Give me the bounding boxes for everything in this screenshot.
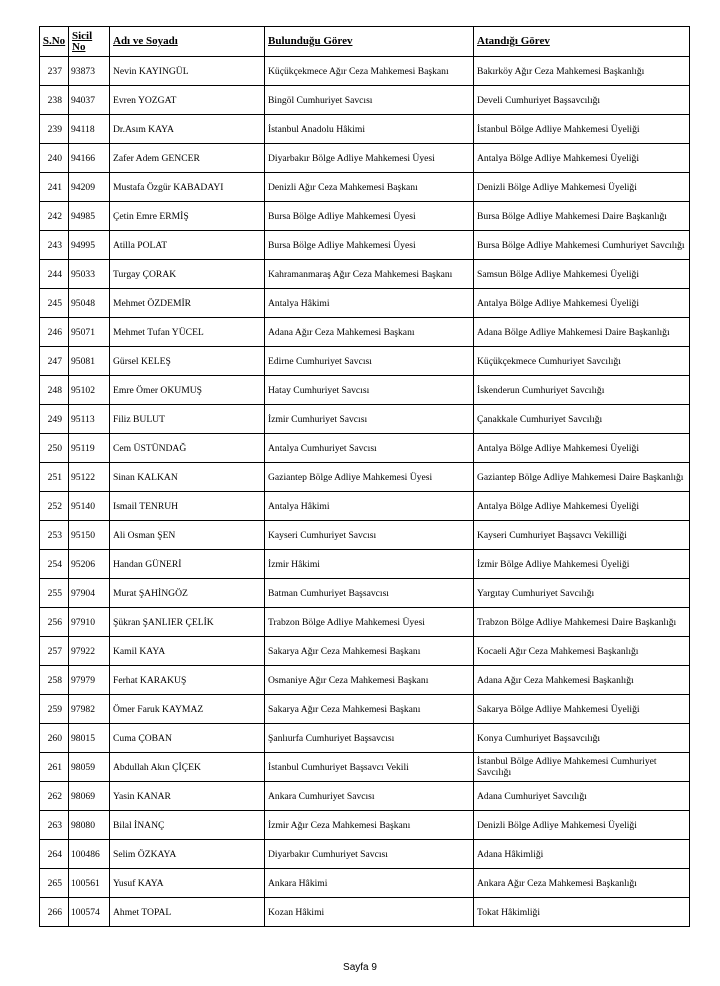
table-row — [40, 173, 690, 202]
cell-current-position: İzmir Cumhuriyet Savcısı — [265, 405, 474, 434]
cell-assigned-position: Kayseri Cumhuriyet Başsavcı Vekilliği — [474, 521, 690, 550]
cell-name: Handan GÜNERİ — [110, 550, 265, 579]
cell-sicil-no: 95081 — [69, 347, 110, 376]
cell-assigned-position: Trabzon Bölge Adliye Mahkemesi Daire Başkanlığı — [474, 608, 690, 637]
table-row — [40, 550, 690, 579]
table-row — [40, 376, 690, 405]
cell-sno: 258 — [40, 666, 69, 695]
cell-assigned-position: Develi Cumhuriyet Başsavcılığı — [474, 86, 690, 115]
cell-current-position: Ankara Cumhuriyet Savcısı — [265, 782, 474, 811]
cell-sno: 265 — [40, 869, 69, 898]
cell-sicil-no: 95140 — [69, 492, 110, 521]
table-row — [40, 144, 690, 173]
table-row — [40, 405, 690, 434]
cell-assigned-position: Antalya Bölge Adliye Mahkemesi Üyeliği — [474, 492, 690, 521]
cell-assigned-position: Denizli Bölge Adliye Mahkemesi Üyeliği — [474, 173, 690, 202]
cell-sicil-no: 97904 — [69, 579, 110, 608]
cell-current-position: Kozan Hâkimi — [265, 898, 474, 927]
cell-sicil-no: 100561 — [69, 869, 110, 898]
cell-sicil-no: 95206 — [69, 550, 110, 579]
cell-sicil-no: 97979 — [69, 666, 110, 695]
cell-sno: 240 — [40, 144, 69, 173]
table-row — [40, 840, 690, 869]
table-row — [40, 695, 690, 724]
cell-assigned-position: Antalya Bölge Adliye Mahkemesi Üyeliği — [474, 144, 690, 173]
cell-current-position: Bursa Bölge Adliye Mahkemesi Üyesi — [265, 231, 474, 260]
cell-sno: 242 — [40, 202, 69, 231]
cell-name: Ismail TENRUH — [110, 492, 265, 521]
cell-current-position: Bursa Bölge Adliye Mahkemesi Üyesi — [265, 202, 474, 231]
cell-name: Çetin Emre ERMİŞ — [110, 202, 265, 231]
cell-name: Bilal İNANÇ — [110, 811, 265, 840]
cell-sicil-no: 95150 — [69, 521, 110, 550]
cell-sno: 266 — [40, 898, 69, 927]
cell-name: Evren YOZGAT — [110, 86, 265, 115]
cell-assigned-position: Konya Cumhuriyet Başsavcılığı — [474, 724, 690, 753]
cell-assigned-position: Yargıtay Cumhuriyet Savcılığı — [474, 579, 690, 608]
cell-sno: 255 — [40, 579, 69, 608]
cell-sno: 251 — [40, 463, 69, 492]
cell-sicil-no: 94166 — [69, 144, 110, 173]
table-row — [40, 608, 690, 637]
cell-current-position: Osmaniye Ağır Ceza Mahkemesi Başkanı — [265, 666, 474, 695]
cell-sno: 238 — [40, 86, 69, 115]
cell-sno: 260 — [40, 724, 69, 753]
cell-sno: 245 — [40, 289, 69, 318]
cell-sicil-no: 100486 — [69, 840, 110, 869]
cell-sno: 254 — [40, 550, 69, 579]
cell-name: Cem ÜSTÜNDAĞ — [110, 434, 265, 463]
cell-name: Yasin KANAR — [110, 782, 265, 811]
cell-sicil-no: 100574 — [69, 898, 110, 927]
cell-sicil-no: 95048 — [69, 289, 110, 318]
cell-sno: 247 — [40, 347, 69, 376]
cell-name: Ali Osman ŞEN — [110, 521, 265, 550]
table-row — [40, 318, 690, 347]
cell-assigned-position: Bursa Bölge Adliye Mahkemesi Daire Başkanlığı — [474, 202, 690, 231]
cell-sicil-no: 98069 — [69, 782, 110, 811]
table-row — [40, 115, 690, 144]
cell-sno: 257 — [40, 637, 69, 666]
cell-name: Cuma ÇOBAN — [110, 724, 265, 753]
table-row — [40, 811, 690, 840]
cell-sicil-no: 97910 — [69, 608, 110, 637]
table-row — [40, 579, 690, 608]
cell-assigned-position: Ankara Ağır Ceza Mahkemesi Başkanlığı — [474, 869, 690, 898]
cell-sicil-no: 95113 — [69, 405, 110, 434]
cell-assigned-position: Çanakkale Cumhuriyet Savcılığı — [474, 405, 690, 434]
cell-current-position: Kahramanmaraş Ağır Ceza Mahkemesi Başkanı — [265, 260, 474, 289]
table-row — [40, 724, 690, 753]
cell-sicil-no: 95102 — [69, 376, 110, 405]
cell-sno: 250 — [40, 434, 69, 463]
cell-sicil-no: 95122 — [69, 463, 110, 492]
table-row — [40, 898, 690, 927]
cell-current-position: Adana Ağır Ceza Mahkemesi Başkanı — [265, 318, 474, 347]
cell-sno: 243 — [40, 231, 69, 260]
cell-assigned-position: Tokat Hâkimliği — [474, 898, 690, 927]
cell-assigned-position: Adana Ağır Ceza Mahkemesi Başkanlığı — [474, 666, 690, 695]
cell-assigned-position: İzmir Bölge Adliye Mahkemesi Üyeliği — [474, 550, 690, 579]
table-row — [40, 86, 690, 115]
cell-name: Ahmet TOPAL — [110, 898, 265, 927]
cell-assigned-position: Kocaeli Ağır Ceza Mahkemesi Başkanlığı — [474, 637, 690, 666]
cell-current-position: Diyarbakır Bölge Adliye Mahkemesi Üyesi — [265, 144, 474, 173]
cell-sicil-no: 97982 — [69, 695, 110, 724]
cell-current-position: Gaziantep Bölge Adliye Mahkemesi Üyesi — [265, 463, 474, 492]
cell-assigned-position: Denizli Bölge Adliye Mahkemesi Üyeliği — [474, 811, 690, 840]
cell-name: Mehmet ÖZDEMİR — [110, 289, 265, 318]
cell-sno: 253 — [40, 521, 69, 550]
cell-sicil-no: 98015 — [69, 724, 110, 753]
cell-sno: 246 — [40, 318, 69, 347]
cell-current-position: Hatay Cumhuriyet Savcısı — [265, 376, 474, 405]
cell-current-position: Diyarbakır Cumhuriyet Savcısı — [265, 840, 474, 869]
cell-assigned-position: Antalya Bölge Adliye Mahkemesi Üyeliği — [474, 434, 690, 463]
cell-name: Nevin KAYINGÜL — [110, 57, 265, 86]
cell-assigned-position: Antalya Bölge Adliye Mahkemesi Üyeliği — [474, 289, 690, 318]
cell-name: Yusuf KAYA — [110, 869, 265, 898]
cell-assigned-position: İstanbul Bölge Adliye Mahkemesi Üyeliği — [474, 115, 690, 144]
cell-name: Abdullah Akın ÇİÇEK — [110, 753, 265, 782]
cell-assigned-position: Samsun Bölge Adliye Mahkemesi Üyeliği — [474, 260, 690, 289]
cell-name: Filiz BULUT — [110, 405, 265, 434]
table-row — [40, 753, 690, 782]
cell-current-position: Ankara Hâkimi — [265, 869, 474, 898]
cell-current-position: İstanbul Cumhuriyet Başsavcı Vekili — [265, 753, 474, 782]
cell-sicil-no: 94995 — [69, 231, 110, 260]
cell-sicil-no: 95071 — [69, 318, 110, 347]
cell-current-position: Sakarya Ağır Ceza Mahkemesi Başkanı — [265, 695, 474, 724]
table-row — [40, 434, 690, 463]
cell-sno: 248 — [40, 376, 69, 405]
cell-current-position: Trabzon Bölge Adliye Mahkemesi Üyesi — [265, 608, 474, 637]
header-sicil: Sicil No — [69, 27, 110, 57]
cell-sno: 241 — [40, 173, 69, 202]
page-number: Sayfa 9 — [343, 962, 377, 973]
cell-name: Zafer Adem GENCER — [110, 144, 265, 173]
table-row — [40, 782, 690, 811]
cell-current-position: Şanlıurfa Cumhuriyet Başsavcısı — [265, 724, 474, 753]
cell-sno: 244 — [40, 260, 69, 289]
cell-current-position: Küçükçekmece Ağır Ceza Mahkemesi Başkanı — [265, 57, 474, 86]
cell-name: Turgay ÇORAK — [110, 260, 265, 289]
cell-name: Selim ÖZKAYA — [110, 840, 265, 869]
cell-assigned-position: Bakırköy Ağır Ceza Mahkemesi Başkanlığı — [474, 57, 690, 86]
table-row — [40, 637, 690, 666]
cell-sno: 264 — [40, 840, 69, 869]
cell-assigned-position: Küçükçekmece Cumhuriyet Savcılığı — [474, 347, 690, 376]
table-row — [40, 869, 690, 898]
cell-assigned-position: Sakarya Bölge Adliye Mahkemesi Üyeliği — [474, 695, 690, 724]
table-row — [40, 260, 690, 289]
cell-sicil-no: 94037 — [69, 86, 110, 115]
cell-name: Ferhat KARAKUŞ — [110, 666, 265, 695]
table-row — [40, 347, 690, 376]
cell-name: Atilla POLAT — [110, 231, 265, 260]
table-row — [40, 666, 690, 695]
cell-assigned-position: Adana Bölge Adliye Mahkemesi Daire Başkanlığı — [474, 318, 690, 347]
cell-name: Murat ŞAHİNGÖZ — [110, 579, 265, 608]
cell-sicil-no: 94209 — [69, 173, 110, 202]
header-assigned-position: Atandığı Görev — [474, 27, 690, 57]
cell-current-position: Kayseri Cumhuriyet Savcısı — [265, 521, 474, 550]
cell-name: Şükran ŞANLIER ÇELİK — [110, 608, 265, 637]
table-row — [40, 57, 690, 86]
cell-current-position: İstanbul Anadolu Hâkimi — [265, 115, 474, 144]
cell-sicil-no: 94118 — [69, 115, 110, 144]
cell-sno: 249 — [40, 405, 69, 434]
cell-sno: 237 — [40, 57, 69, 86]
cell-current-position: Antalya Hâkimi — [265, 492, 474, 521]
cell-name: Kamil KAYA — [110, 637, 265, 666]
cell-sno: 262 — [40, 782, 69, 811]
header-current-position: Bulunduğu Görev — [265, 27, 474, 57]
cell-current-position: Batman Cumhuriyet Başsavcısı — [265, 579, 474, 608]
cell-sno: 259 — [40, 695, 69, 724]
cell-sno: 261 — [40, 753, 69, 782]
cell-name: Sinan KALKAN — [110, 463, 265, 492]
cell-assigned-position: İstanbul Bölge Adliye Mahkemesi Cumhuriyet Savcılığı — [474, 753, 690, 782]
cell-sno: 263 — [40, 811, 69, 840]
cell-current-position: İzmir Ağır Ceza Mahkemesi Başkanı — [265, 811, 474, 840]
table-row — [40, 463, 690, 492]
cell-current-position: Denizli Ağır Ceza Mahkemesi Başkanı — [265, 173, 474, 202]
header-name: Adı ve Soyadı — [110, 27, 265, 57]
cell-assigned-position: Adana Cumhuriyet Savcılığı — [474, 782, 690, 811]
cell-sicil-no: 98059 — [69, 753, 110, 782]
cell-name: Mustafa Özgür KABADAYI — [110, 173, 265, 202]
cell-sicil-no: 93873 — [69, 57, 110, 86]
cell-assigned-position: Gaziantep Bölge Adliye Mahkemesi Daire Başkanlığı — [474, 463, 690, 492]
cell-sicil-no: 95119 — [69, 434, 110, 463]
cell-sno: 239 — [40, 115, 69, 144]
cell-current-position: Bingöl Cumhuriyet Savcısı — [265, 86, 474, 115]
table-row — [40, 492, 690, 521]
table-row — [40, 521, 690, 550]
header-sno: S.No — [40, 27, 69, 57]
cell-assigned-position: Adana Hâkimliği — [474, 840, 690, 869]
cell-sicil-no: 94985 — [69, 202, 110, 231]
cell-assigned-position: Bursa Bölge Adliye Mahkemesi Cumhuriyet Savcılığı — [474, 231, 690, 260]
cell-current-position: Sakarya Ağır Ceza Mahkemesi Başkanı — [265, 637, 474, 666]
table-row — [40, 202, 690, 231]
cell-sno: 256 — [40, 608, 69, 637]
cell-current-position: Antalya Cumhuriyet Savcısı — [265, 434, 474, 463]
cell-name: Dr.Asım KAYA — [110, 115, 265, 144]
cell-name: Ömer Faruk KAYMAZ — [110, 695, 265, 724]
header-row — [40, 27, 690, 57]
cell-current-position: Antalya Hâkimi — [265, 289, 474, 318]
cell-current-position: Edirne Cumhuriyet Savcısı — [265, 347, 474, 376]
table-row — [40, 231, 690, 260]
cell-assigned-position: İskenderun Cumhuriyet Savcılığı — [474, 376, 690, 405]
cell-name: Gürsel KELEŞ — [110, 347, 265, 376]
cell-current-position: İzmir Hâkimi — [265, 550, 474, 579]
cell-sicil-no: 95033 — [69, 260, 110, 289]
table-row — [40, 289, 690, 318]
table-body — [40, 57, 690, 927]
cell-sno: 252 — [40, 492, 69, 521]
cell-sicil-no: 97922 — [69, 637, 110, 666]
cell-name: Emre Ömer OKUMUŞ — [110, 376, 265, 405]
cell-name: Mehmet Tufan YÜCEL — [110, 318, 265, 347]
appointments-table — [39, 26, 690, 927]
cell-sicil-no: 98080 — [69, 811, 110, 840]
